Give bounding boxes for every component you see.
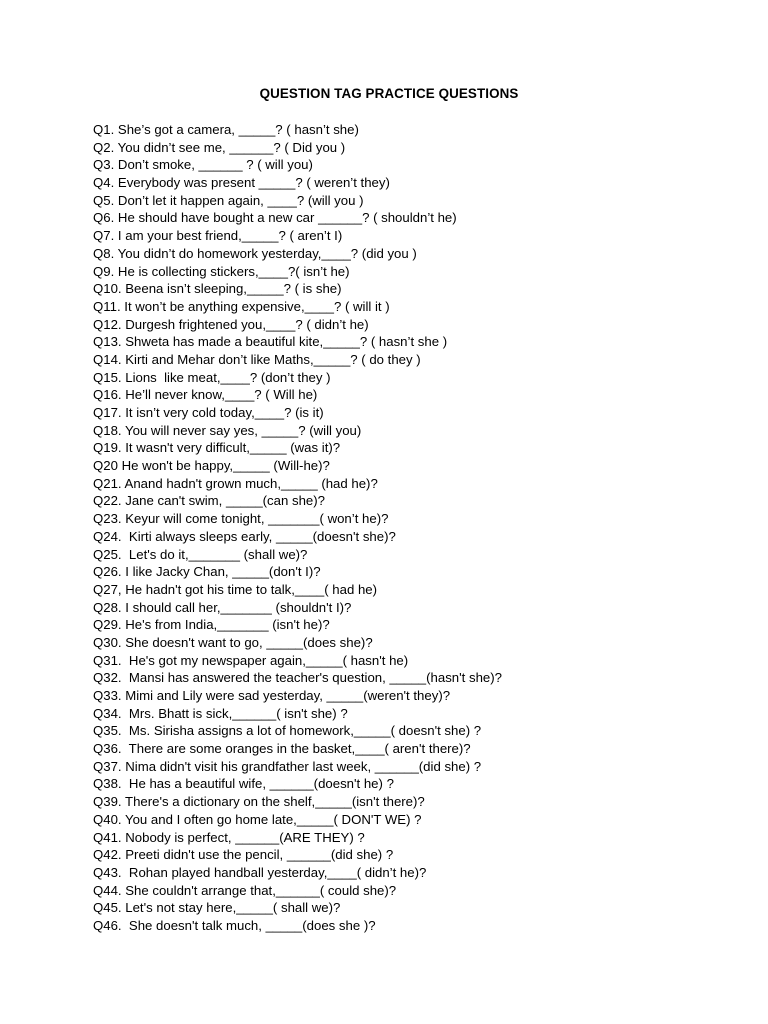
question-item-6: Q6. He should have bought a new car ______? ( shouldn’t he) [93,210,457,226]
question-item-31: Q31. He's got my newspaper again,_____( hasn't he) [93,652,409,668]
question-item-30: Q30. She doesn't want to go, _____(does she)? [93,634,373,650]
question-item-35: Q35. Ms. Sirisha assigns a lot of homework,_____( doesn't she) ? [93,723,482,739]
question-item-43: Q43. Rohan played handball yesterday,____( didn’t he)? [93,864,427,880]
question-item-25: Q25. Let's do it,_______ (shall we)? [93,546,308,562]
question-item-37: Q37. Nima didn't visit his grandfather last week, ______(did she) ? [93,758,482,774]
question-item-26: Q26. I like Jacky Chan, _____(don't I)? [93,564,321,580]
question-item-36: Q36. There are some oranges in the basket,____( aren't there)? [93,741,471,757]
question-item-38: Q38. He has a beautiful wife, ______(doesn't he) ? [93,776,394,792]
document-title: QUESTION TAG PRACTICE QUESTIONS [259,86,519,101]
question-item-4: Q4. Everybody was present _____? ( weren’t they) [93,175,390,191]
question-item-15: Q15. Lions like meat,____? (don’t they ) [93,369,331,385]
question-item-41: Q41. Nobody is perfect, ______(ARE THEY) ? [93,829,365,845]
question-item-1: Q1. She’s got a camera, _____? ( hasn’t she) [93,122,359,137]
question-item-14: Q14. Kirti and Mehar don’t like Maths,_____? ( do they ) [93,351,421,367]
question-item-32: Q32. Mansi has answered the teacher's question, _____(hasn't she)? [93,670,502,686]
question-item-18: Q18. You will never say yes, _____? (will you) [93,422,362,438]
question-item-29: Q29. He's from India,_______ (isn't he)? [93,617,330,633]
question-item-13: Q13. Shweta has made a beautiful kite,_____? ( hasn’t she ) [93,334,448,350]
question-item-40: Q40. You and I often go home late,_____( DON'T WE) ? [93,811,422,827]
question-item-46: Q46. She doesn't talk much, _____(does she )? [93,917,376,933]
question-item-44: Q44. She couldn't arrange that,______( could she)? [93,882,397,898]
question-item-7: Q7. I am your best friend,_____? ( aren’t I) [93,228,343,244]
question-list [93,121,502,935]
question-item-5: Q5. Don’t let it happen again, ____? (will you ) [93,192,364,208]
question-item-20: Q20 He won't be happy,_____ (Will-he)? [93,458,330,474]
question-item-16: Q16. He’ll never know,____? ( Will he) [93,387,318,403]
question-item-11: Q11. It won’t be anything expensive,____? ( will it ) [93,298,390,314]
question-item-34: Q34. Mrs. Bhatt is sick,______( isn't she) ? [93,705,348,721]
question-item-27: Q27, He hadn't got his time to talk,____( had he) [93,581,378,597]
question-item-42: Q42. Preeti didn't use the pencil, ______(did she) ? [93,847,394,863]
question-item-17: Q17. It isn’t very cold today,____? (is it) [93,405,324,420]
question-item-22: Q22. Jane can't swim, _____(can she)? [93,493,325,509]
question-item-8: Q8. You didn’t do homework yesterday,____? (did you ) [93,245,417,261]
question-item-45: Q45. Let's not stay here,_____( shall we)? [93,900,341,916]
question-item-3: Q3. Don’t smoke, ______ ? ( will you) [93,157,313,173]
question-item-9: Q9. He is collecting stickers,____?( isn’t he) [93,263,350,279]
question-item-33: Q33. Mimi and Lily were sad yesterday, _____(weren't they)? [93,688,451,703]
question-item-2: Q2. You didn’t see me, ______? ( Did you ) [93,139,346,155]
question-item-10: Q10. Beena isn’t sleeping,_____? ( is she) [93,281,342,297]
question-item-21: Q21. Anand hadn't grown much,_____ (had he)? [93,475,378,491]
question-item-23: Q23. Keyur will come tonight, _______( won’t he)? [93,511,389,527]
question-item-39: Q39. There's a dictionary on the shelf,_____(isn't there)? [93,794,425,810]
question-item-28: Q28. I should call her,_______ (shouldn't I)? [93,599,352,615]
question-item-24: Q24. Kirti always sleeps early, _____(doesn't she)? [93,528,396,544]
question-item-19: Q19. It wasn't very difficult,_____ (was it)? [93,440,341,456]
question-item-12: Q12. Durgesh frightened you,____? ( didn’t he) [93,316,369,332]
